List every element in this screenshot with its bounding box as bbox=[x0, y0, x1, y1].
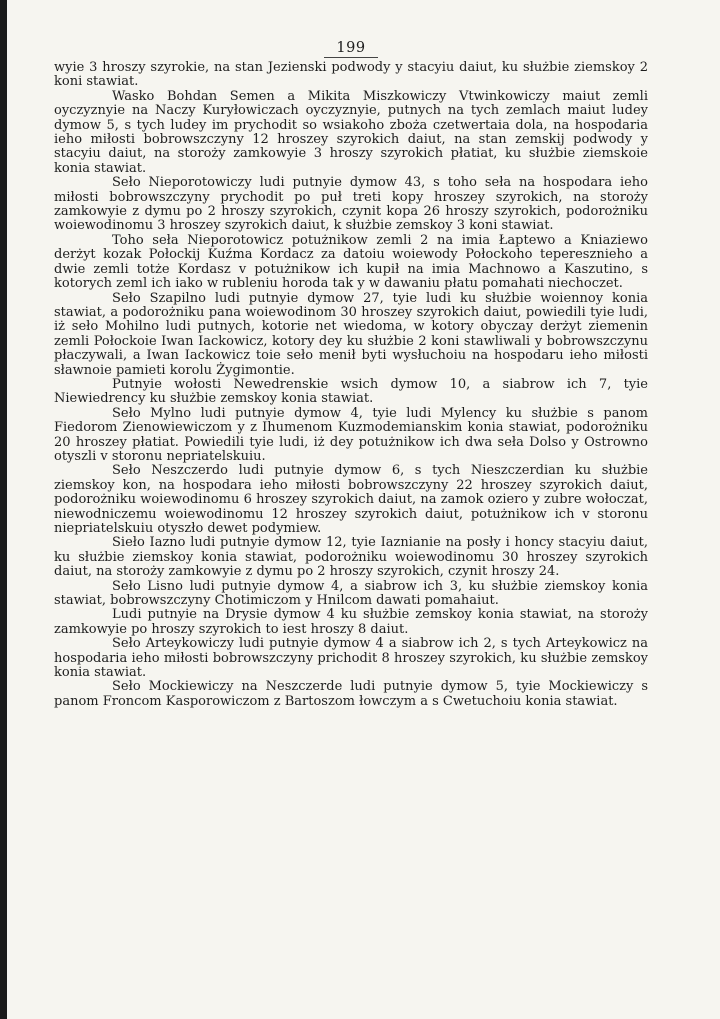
paragraph-drysa: Ludi putnyie na Drysie dymow 4 ku służbie zemskoy konia stawiat, na storoży zamkowyie po hroszy szyrokich to iest hroszy 8 daiut. bbox=[54, 607, 648, 637]
paragraph-neszczerdo: Seło Neszczerdo ludi putnyie dymow 6, s tych Nieszczerdian ku służbie ziemskoy kon, na hospodara ieho miłosti bobrowszczyny 22 hroszey szyrokich daiut, podorożniku woiewodinomu 6 hroszey szyrokich daiut, na zamok oziero y zubre wołoczat, niewodniczemu woiewodinomu 12 hroszey szyrokich daiut, potużnikow ich v storonu niepriatelskuiu otyszło dewet podymiew. bbox=[54, 463, 648, 536]
paragraph-szapilno: Seło Szapilno ludi putnyie dymow 27, tyie ludi ku służbie woiennoy konia stawiat, a podorożniku pana woiewodinom 30 hroszey szyrokich daiut, powiedili tyie ludi, iż seło Mohilno ludi putnych, kotorie net wiedoma, w kotory obyczay derżyt ziemenin zemli Połockoie Iwan Iackowicz, kotory dey ku służbie 2 koni stawliwali y bobrowszczynu płaczywali, a Iwan Iackowicz toie seło menił byti wysłuchoiu na hospodaru ieho miłosti sławnoie pamieti korolu Żygimontie. bbox=[54, 290, 648, 378]
paragraph-lisno: Seło Lisno ludi putnyie dymow 4, a siabrow ich 3, ku służbie ziemskoy konia stawiat, bobrowszczyny Chotimiczom y Hnilcom dawati pomahaiut. bbox=[54, 578, 648, 609]
paragraph-continued: wyie 3 hroszy szyrokie, na stan Jezienski podwody y stacyiu daiut, ku służbie ziemskoy 2 koni stawiat. bbox=[54, 60, 648, 90]
paragraph-iazno: Sieło Iazno ludi putnyie dymow 12, tyie Iaznianie na posły i honcy stacyiu daiut, ku służbie ziemskoy konia stawiat, podorożniku woiewodinomu 30 hroszey szyrokich daiut, na storoży zamkowyie z dymu po 2 hroszy szyrokich, czynit hroszy 24. bbox=[54, 535, 648, 580]
paragraph-mylno: Seło Mylno ludi putnyie dymow 4, tyie ludi Mylency ku służbie s panom Fiedorom Zienowiewiczom y z Ihumenom Kuzmodemianskim konia stawiat, podorożniku 20 hroszey płatiat. Powiedili tyie ludi, iż dey potużnikow ich dwa seła Dolso y Ostrowno otyszli v storonu nepriatelskuiu. bbox=[54, 405, 648, 464]
paragraph-arteykowiczy: Seło Arteykowiczy ludi putnyie dymow 4 a siabrow ich 2, s tych Arteykowicz na hospodaria ieho miłosti bobrowszczyny prichodit 8 hroszey szyrokich, ku służbie zemskoy konia stawiat. bbox=[54, 636, 648, 681]
paragraph-potuzniki: Toho seła Nieporotowicz potużnikow zemli 2 na imia Łaptewo a Kniaziewo derżyt kozak Połockij Kuźma Kordacz za datoiu woiewody Połockoho tepereszniеho a dwie zemli totże Kordasz v potużnikow ich kupił na imia Machnowo a Kaszutino, s kotorych zeml ich iako w rubleniu horoda tak y w dawaniu płatu pomahati niechoczet. bbox=[54, 232, 648, 292]
document-page bbox=[54, 40, 648, 709]
page-number-text: 199 bbox=[324, 40, 377, 58]
paragraph-wasko-bohdan: Wasko Bohdan Semen a Mikita Miszkowiczy Vtwinkowiczy maiut zemli oyczyznyie na Naczy Kuryłowiczach oyczyznyie, putnych na tych zemlach maiut ludey dymow 5, s tych ludey im prychodit so wsiakoho zboża czetwertaia dola, na hospodaria ieho miłosti bobrowszczyny 12 hroszey szyrokich daiut, na stan zemskij podwody y stacyiu daiut, na storoży zamkowyie 3 hroszy szyrokich płatiat, ku służbie ziemskoie konia stawiat. bbox=[54, 88, 648, 176]
scan-left-edge bbox=[0, 0, 7, 1019]
paragraph-nieporotowiczy: Seło Nieporotowiczy ludi putnyie dymow 43, s toho seła na hospodara ieho miłosti bobrowszczyny prychodit po puł treti kopy hroszey szyrokich, na storoży zamkowyie z dymu po 2 hroszy szyrokich, czynit kopa 26 hroszy szyrokich, podorożniku woiewodinomu 3 hroszey szyrokich daiut, k służbie zemskoy 3 koni stawiat. bbox=[54, 175, 648, 234]
paragraph-mockiewiczy: Seło Mockiewiczy na Neszczerde ludi putnyie dymow 5, tyie Mockiewiczy s panom Froncom Kasporowiczom z Bartoszom łowczym a s Cwetuchoiu konia stawiat. bbox=[54, 679, 648, 709]
body-text bbox=[54, 61, 648, 709]
page-number bbox=[54, 40, 648, 58]
paragraph-newedrenskie: Putnyie wołosti Newedrenskie wsich dymow 10, a siabrow ich 7, tyie Niewiedrency ku służbie zemskoy konia stawiat. bbox=[54, 376, 648, 407]
